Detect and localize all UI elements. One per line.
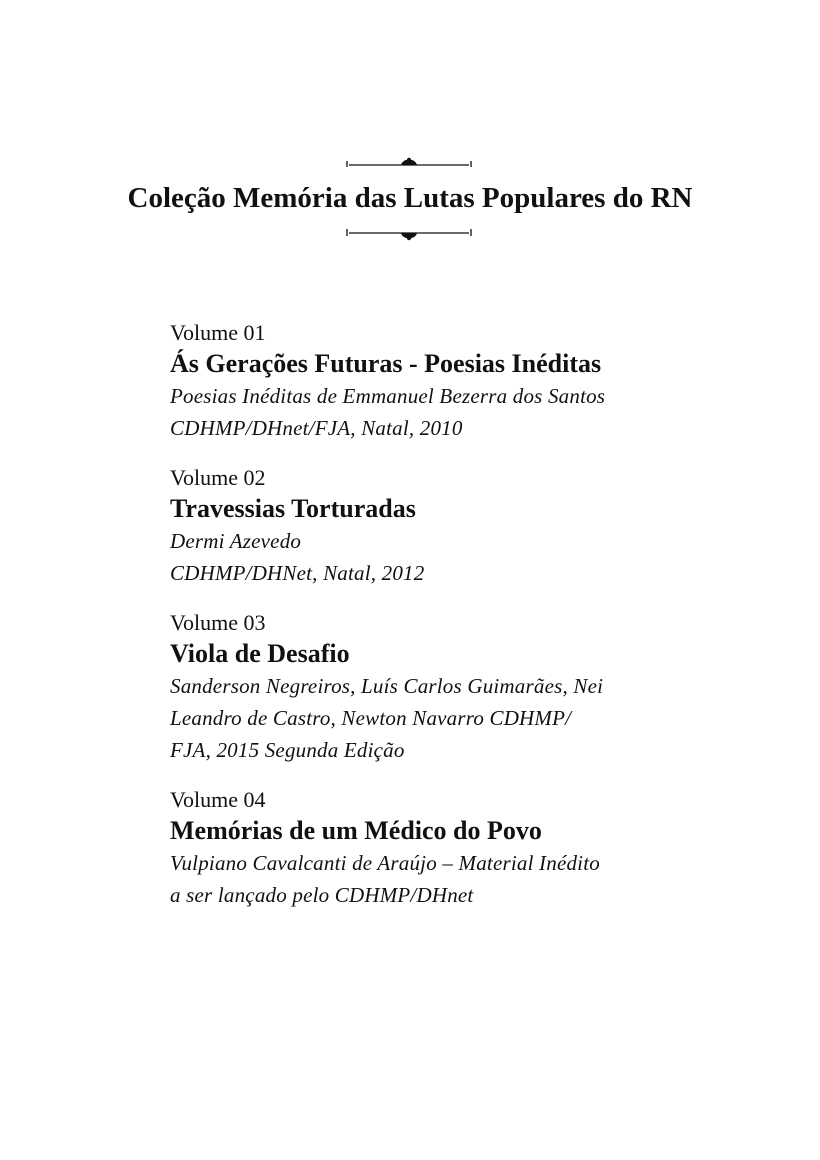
volume-detail-line: a ser lançado pelo CDHMP/DHnet	[170, 883, 474, 907]
volume-entry-04	[170, 785, 770, 911]
volume-entry-03	[170, 608, 770, 766]
volume-detail-line: Sanderson Negreiros, Luís Carlos Guimarães, Nei	[170, 674, 604, 698]
volume-detail-line: FJA, 2015 Segunda Edição	[170, 738, 405, 762]
volume-entry-02	[170, 463, 770, 589]
flourish-divider-top-icon	[345, 157, 473, 171]
volume-number: Volume 01	[170, 320, 266, 345]
volume-detail-line: CDHMP/DHNet, Natal, 2012	[170, 561, 425, 585]
volume-detail-line: Dermi Azevedo	[170, 529, 302, 553]
volume-title: Memórias de um Médico do Povo	[170, 816, 542, 845]
volume-entry-01	[170, 318, 770, 444]
volume-number: Volume 03	[170, 610, 266, 635]
volume-detail-line: Poesias Inéditas de Emmanuel Bezerra dos Santos	[170, 384, 606, 408]
collection-title: Coleção Memória das Lutas Populares do RN	[127, 182, 693, 214]
volume-number: Volume 02	[170, 465, 266, 490]
volume-detail-line: CDHMP/DHnet/FJA, Natal, 2010	[170, 416, 463, 440]
volume-detail-line: Vulpiano Cavalcanti de Araújo – Material Inédito	[170, 851, 600, 875]
volume-number: Volume 04	[170, 787, 266, 812]
volume-title: Ás Gerações Futuras - Poesias Inéditas	[170, 349, 602, 378]
volume-detail-line: Leandro de Castro, Newton Navarro CDHMP/	[170, 706, 572, 730]
volume-title: Travessias Torturadas	[170, 494, 416, 523]
volume-list	[170, 318, 770, 930]
flourish-divider-bottom-icon	[345, 227, 473, 241]
volume-title: Viola de Desafio	[170, 639, 350, 668]
